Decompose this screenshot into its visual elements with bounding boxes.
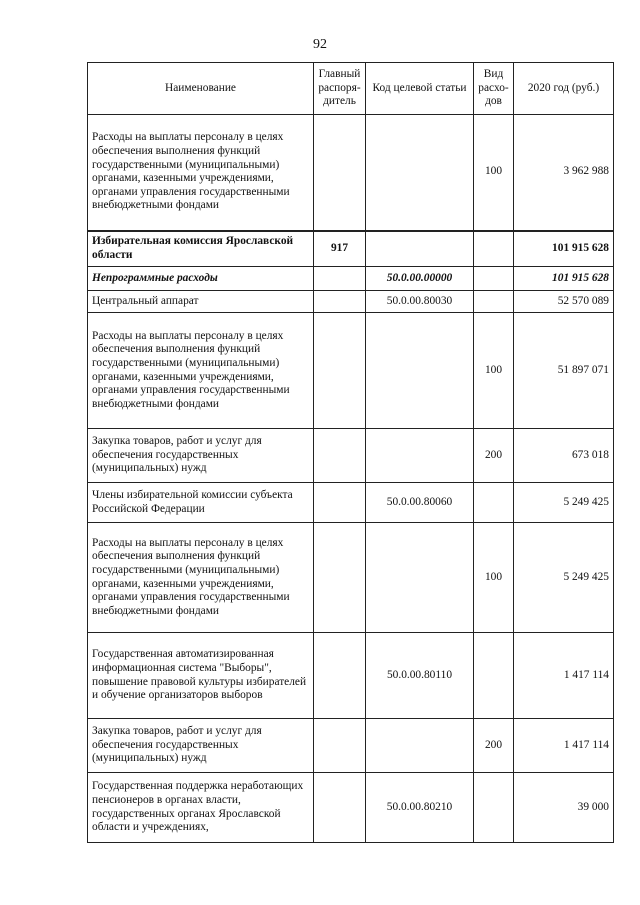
- row-type: 100: [474, 313, 514, 429]
- row-target: 50.0.00.80210: [366, 773, 474, 843]
- header-amount: 2020 год (руб.): [514, 63, 614, 115]
- row-amount: 101 915 628: [514, 267, 614, 291]
- row-amount: 673 018: [514, 429, 614, 483]
- row-name: Расходы на выплаты персоналу в целях обеспечения выполнения функций государственными (муниципальными) органами, казенными учреждениями, органами управления государственными внебюджетными фондами: [88, 523, 314, 633]
- row-name: Центральный аппарат: [88, 291, 314, 313]
- row-amount: 5 249 425: [514, 483, 614, 523]
- row-target: [366, 719, 474, 773]
- table-header-row: [88, 63, 614, 115]
- row-amount: 1 417 114: [514, 719, 614, 773]
- table-row: [88, 483, 614, 523]
- row-admin: [314, 313, 366, 429]
- row-name: Избирательная комиссия Ярославской области: [88, 231, 314, 267]
- row-target: [366, 313, 474, 429]
- row-name: Расходы на выплаты персоналу в целях обеспечения выполнения функций государственными (муниципальными) органами, казенными учреждениями, органами управления государственными внебюджетными фондами: [88, 313, 314, 429]
- table-row: [88, 773, 614, 843]
- table-row: [88, 231, 614, 267]
- row-type: 200: [474, 429, 514, 483]
- table-row: [88, 115, 614, 231]
- table-row: [88, 291, 614, 313]
- row-amount: 3 962 988: [514, 115, 614, 231]
- row-admin: [314, 115, 366, 231]
- table-row: [88, 719, 614, 773]
- budget-table: [87, 62, 614, 843]
- row-amount: 39 000: [514, 773, 614, 843]
- row-admin: [314, 291, 366, 313]
- row-type: 100: [474, 115, 514, 231]
- row-type: [474, 483, 514, 523]
- row-target: 50.0.00.80030: [366, 291, 474, 313]
- row-type: 100: [474, 523, 514, 633]
- row-admin: 917: [314, 231, 366, 267]
- row-type: [474, 633, 514, 719]
- row-amount: 101 915 628: [514, 231, 614, 267]
- row-admin: [314, 267, 366, 291]
- row-amount: 52 570 089: [514, 291, 614, 313]
- header-admin: Главный распоря- дитель: [314, 63, 366, 115]
- row-amount: 5 249 425: [514, 523, 614, 633]
- row-admin: [314, 429, 366, 483]
- row-type: [474, 231, 514, 267]
- row-type: [474, 291, 514, 313]
- row-admin: [314, 773, 366, 843]
- row-name: Члены избирательной комиссии субъекта Российской Федерации: [88, 483, 314, 523]
- table-row: [88, 267, 614, 291]
- row-type: 200: [474, 719, 514, 773]
- row-name: Государственная поддержка неработающих пенсионеров в органах власти, государственных органах Ярославской области и учреждениях,: [88, 773, 314, 843]
- row-target: [366, 429, 474, 483]
- header-name: Наименование: [88, 63, 314, 115]
- row-admin: [314, 719, 366, 773]
- table-row: [88, 313, 614, 429]
- row-name: Закупка товаров, работ и услуг для обеспечения государственных (муниципальных) нужд: [88, 719, 314, 773]
- row-name: Закупка товаров, работ и услуг для обеспечения государственных (муниципальных) нужд: [88, 429, 314, 483]
- row-admin: [314, 483, 366, 523]
- row-amount: 1 417 114: [514, 633, 614, 719]
- row-target: [366, 523, 474, 633]
- row-admin: [314, 633, 366, 719]
- row-target: [366, 115, 474, 231]
- row-type: [474, 773, 514, 843]
- row-name: Расходы на выплаты персоналу в целях обеспечения выполнения функций государственными (муниципальными) органами, казенными учреждениями, органами управления государственными внебюджетными фондами: [88, 115, 314, 231]
- row-target: 50.0.00.80060: [366, 483, 474, 523]
- header-target: Код целевой статьи: [366, 63, 474, 115]
- header-type: Вид расхо- дов: [474, 63, 514, 115]
- row-target: 50.0.00.80110: [366, 633, 474, 719]
- row-target: 50.0.00.00000: [366, 267, 474, 291]
- table-row: [88, 429, 614, 483]
- table-row: [88, 523, 614, 633]
- row-admin: [314, 523, 366, 633]
- row-target: [366, 231, 474, 267]
- row-name: Государственная автоматизированная информационная система "Выборы", повышение правовой культуры избирателей и обучение организаторов выборов: [88, 633, 314, 719]
- page-number: 92: [313, 37, 327, 52]
- table-row: [88, 633, 614, 719]
- row-amount: 51 897 071: [514, 313, 614, 429]
- row-name: Непрограммные расходы: [88, 267, 314, 291]
- row-type: [474, 267, 514, 291]
